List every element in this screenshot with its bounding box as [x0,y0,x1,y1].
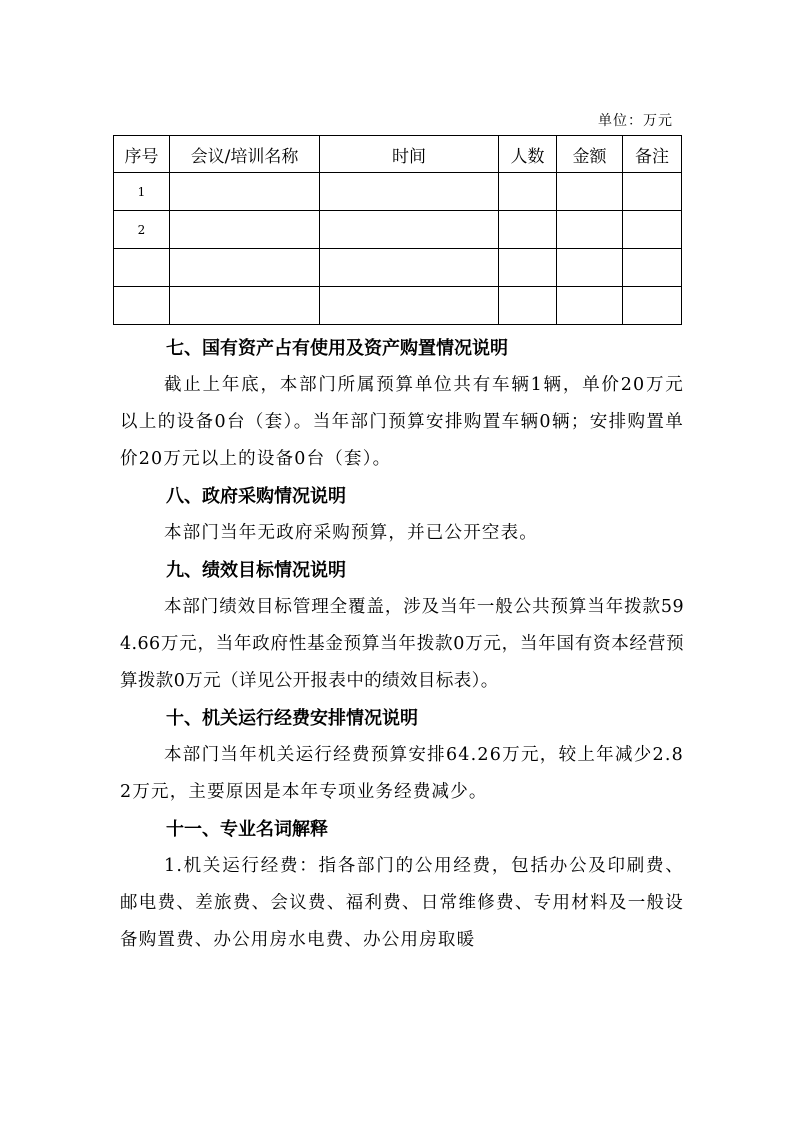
header-remarks: 备注 [623,136,682,173]
cell-people [499,173,557,211]
cell-people [499,287,557,325]
header-meeting-name: 会议/培训名称 [170,136,320,173]
header-time: 时间 [320,136,499,173]
cell-people [499,211,557,249]
section-10-body: 本部门当年机关运行经费预算安排64.26万元，较上年减少2.82万元，主要原因是本年专项业务经费减少。 [120,745,684,802]
cell-remarks [623,211,682,249]
header-seq: 序号 [114,136,170,173]
section-9-heading: 九、绩效目标情况说明 [166,560,346,581]
cell-seq: 2 [114,211,170,249]
cell-seq [114,287,170,325]
header-people: 人数 [499,136,557,173]
cell-amount [557,173,623,211]
cell-seq: 1 [114,173,170,211]
unit-label: 单位：万元 [598,113,673,129]
table-header-row [114,136,682,173]
cell-meeting-name [170,173,320,211]
section-11-body: 1.机关运行经费：指各部门的公用经费，包括办公及印刷费、邮电费、差旅费、会议费、福利费、日常维修费、专用材料及一般设备购置费、办公用房水电费、办公用房取暖 [120,856,684,950]
section-8-body: 本部门当年无政府采购预算，并已公开空表。 [164,523,538,543]
section-7-body: 截止上年底，本部门所属预算单位共有车辆1辆，单价20万元以上的设备0台（套）。当年部门预算安排购置车辆0辆；安排购置单价20万元以上的设备0台（套）。 [120,375,684,469]
section-7-heading: 七、国有资产占有使用及资产购置情况说明 [166,338,508,359]
cell-meeting-name [170,211,320,249]
section-11-heading: 十一、专业名词解释 [166,819,328,840]
cell-amount [557,211,623,249]
section-10-heading: 十、机关运行经费安排情况说明 [166,708,418,729]
cell-amount [557,249,623,287]
cell-remarks [623,249,682,287]
cell-meeting-name [170,249,320,287]
table-row [114,211,682,249]
table-row [114,173,682,211]
cell-remarks [623,173,682,211]
table-row [114,287,682,325]
cell-meeting-name [170,287,320,325]
cell-people [499,249,557,287]
cell-time [320,173,499,211]
meeting-training-table [113,135,682,325]
header-amount: 金额 [557,136,623,173]
cell-seq [114,249,170,287]
cell-time [320,249,499,287]
cell-time [320,211,499,249]
cell-remarks [623,287,682,325]
section-8-heading: 八、政府采购情况说明 [166,486,346,507]
cell-time [320,287,499,325]
section-9-body: 本部门绩效目标管理全覆盖，涉及当年一般公共预算当年拨款594.66万元，当年政府性基金预算当年拨款0万元，当年国有资本经营预算拨款0万元（详见公开报表中的绩效目标表）。 [120,597,684,691]
document-body [120,330,684,959]
table-row [114,249,682,287]
cell-amount [557,287,623,325]
